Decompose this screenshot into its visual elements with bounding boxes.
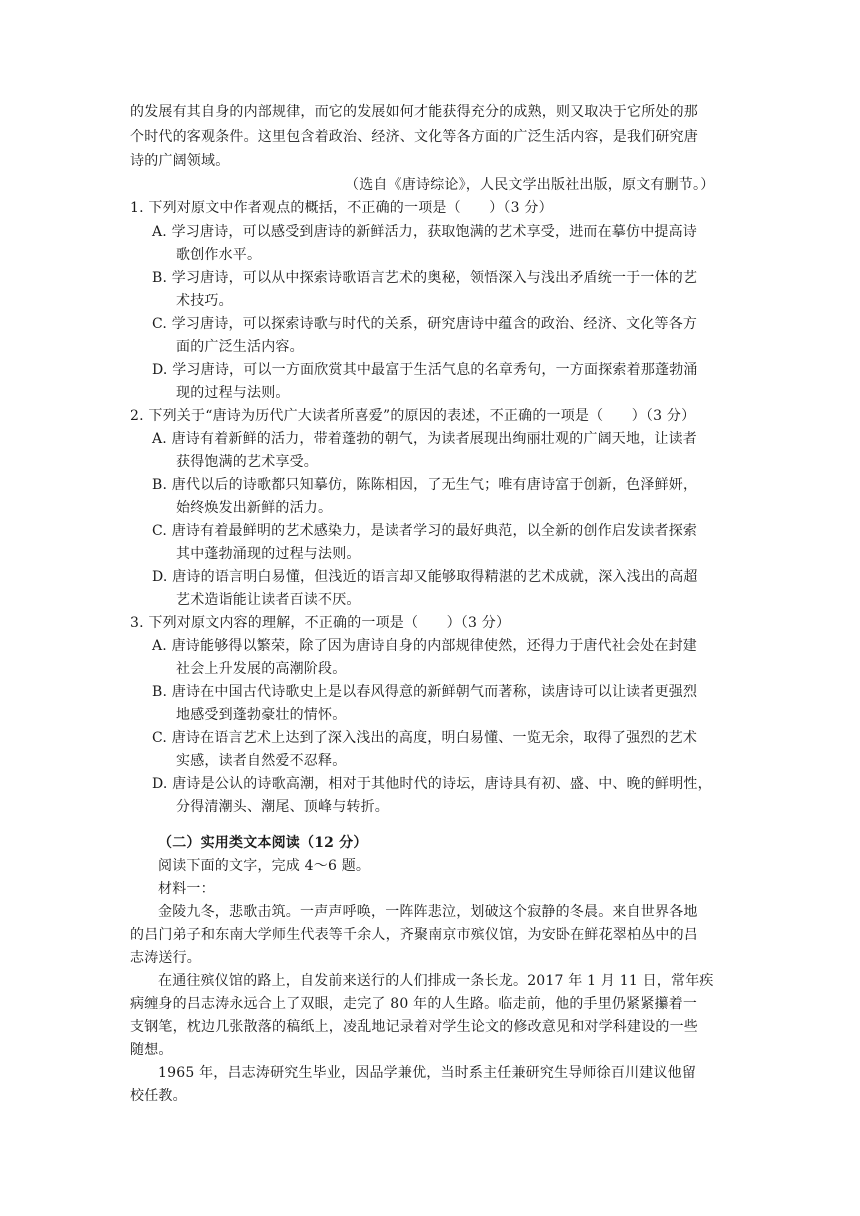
paragraph-line: 校任教。 — [130, 1088, 187, 1104]
q2-option-a: A. 唐诗有着新鲜的活力，带着蓬勃的朝气，为读者展现出绚丽壮观的广阔天地，让读者 — [152, 431, 698, 447]
question-3-stem: 3. 下列对原文内容的理解，不正确的一项是（ ）（3 分） — [130, 615, 511, 631]
q3-option-b: B. 唐诗在中国古代诗歌史上是以春风得意的新鲜朝气而著称，读唐诗可以让读者更强烈 — [152, 684, 698, 700]
q3-option-a: A. 唐诗能够得以繁荣，除了因为唐诗自身的内部规律使然，还得力于唐代社会处在封建 — [152, 638, 698, 654]
q1-option-d-cont: 现的过程与法则。 — [176, 385, 290, 401]
paragraph-line: 支钢笔，枕边几张散落的稿纸上，凌乱地记录着对学生论文的修改意见和对学科建设的一些 — [130, 1019, 698, 1035]
q2-option-c: C. 唐诗有着最鲜明的艺术感染力，是读者学习的最好典范，以全新的创作启发读者探索 — [152, 523, 698, 539]
q1-option-c-cont: 面的广泛生活内容。 — [176, 339, 304, 355]
question-1-stem: 1. 下列对原文中作者观点的概括，不正确的一项是（ ）（3 分） — [130, 200, 553, 216]
q3-option-a-cont: 社会上升发展的高潮阶段。 — [176, 661, 347, 677]
source-citation: （选自《唐诗综论》，人民文学出版社出版，原文有删节。） — [345, 177, 715, 193]
q1-option-b-cont: 术技巧。 — [176, 293, 233, 309]
q1-option-a-cont: 歌创作水平。 — [176, 247, 262, 263]
paragraph-line: 随想。 — [130, 1042, 173, 1058]
paragraph-line: 1965 年，吕志涛研究生毕业，因品学兼优，当时系主任兼研究生导师徐百川建议他留 — [158, 1065, 697, 1081]
question-2-stem: 2. 下列关于“唐诗为历代广大读者所喜爱”的原因的表述，不正确的一项是（ ）（3 分） — [130, 408, 696, 424]
passage-line: 个时代的客观条件。这里包含着政治、经济、文化等各方面的广泛生活内容，是我们研究唐 — [130, 129, 698, 145]
paragraph-line: 志涛送行。 — [130, 950, 201, 966]
q2-option-b-cont: 始终焕发出新鲜的活力。 — [176, 500, 333, 516]
paragraph-line: 病缠身的吕志涛永远合上了双眼，走完了 80 年的人生路。临走前，他的手里仍紧紧攥着一 — [130, 996, 698, 1012]
section-instruction: 阅读下面的文字，完成 4～6 题。 — [158, 858, 371, 874]
paragraph-line: 的吕门弟子和东南大学师生代表等千余人，齐聚南京市殡仪馆，为安卧在鲜花翠柏丛中的吕 — [130, 927, 698, 943]
q2-option-b: B. 唐代以后的诗歌都只知摹仿，陈陈相因，了无生气；唯有唐诗富于创新，色泽鲜妍， — [152, 477, 698, 493]
q2-option-c-cont: 其中蓬勃涌现的过程与法则。 — [176, 546, 361, 562]
q1-option-a: A. 学习唐诗，可以感受到唐诗的新鲜活力，获取饱满的艺术享受，进而在摹仿中提高诗 — [152, 224, 698, 240]
q3-option-b-cont: 地感受到蓬勃豪壮的情怀。 — [176, 707, 347, 723]
q2-option-a-cont: 获得饱满的艺术享受。 — [176, 454, 318, 470]
q3-option-d: D. 唐诗是公认的诗歌高潮，相对于其他时代的诗坛，唐诗具有初、盛、中、晚的鲜明性， — [152, 776, 712, 792]
q1-option-d: D. 学习唐诗，可以一方面欣赏其中最富于生活气息的名章秀句，一方面探索着那蓬勃涌 — [152, 362, 698, 378]
q1-option-b: B. 学习唐诗，可以从中探索诗歌语言艺术的奥秘，领悟深入与浅出矛盾统一于一体的艺 — [152, 270, 698, 286]
q3-option-c-cont: 实感，读者自然爱不忍释。 — [176, 753, 347, 769]
q2-option-d: D. 唐诗的语言明白易懂，但浅近的语言却又能够取得精湛的艺术成就，深入浅出的高超 — [152, 569, 698, 585]
section-heading: （二）实用类文本阅读（12 分） — [158, 835, 368, 851]
material-label: 材料一： — [158, 881, 215, 897]
passage-line: 的发展有其自身的内部规律，而它的发展如何才能获得充分的成熟，则又取决于它所处的那 — [130, 104, 698, 120]
q3-option-d-cont: 分得清潮头、潮尾、顶峰与转折。 — [176, 799, 389, 815]
passage-line: 诗的广阔领域。 — [130, 153, 230, 169]
paragraph-line: 金陵九冬，悲歌击筑。一声声呼唤，一阵阵悲泣，划破这个寂静的冬晨。来自世界各地 — [158, 904, 698, 920]
q3-option-c: C. 唐诗在语言艺术上达到了深入浅出的高度，明白易懂、一览无余，取得了强烈的艺术 — [152, 730, 698, 746]
q2-option-d-cont: 艺术造诣能让读者百读不厌。 — [176, 592, 361, 608]
q1-option-c: C. 学习唐诗，可以探索诗歌与时代的关系，研究唐诗中蕴含的政治、经济、文化等各方 — [152, 316, 698, 332]
paragraph-line: 在通往殡仪馆的路上，自发前来送行的人们排成一条长龙。2017 年 1 月 11 日，常年疾 — [158, 973, 714, 989]
